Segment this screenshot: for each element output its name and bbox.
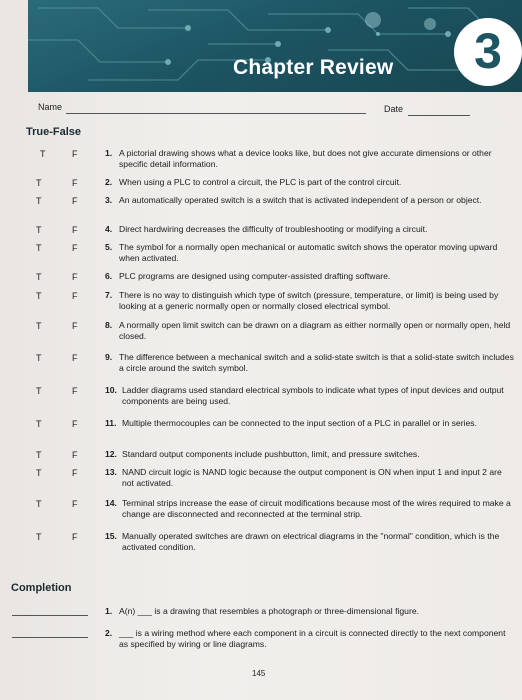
true-option-5[interactable]: T [36,243,42,253]
true-false-question [105,320,515,341]
true-option-6[interactable]: T [36,272,42,282]
true-option-8[interactable]: T [36,321,42,331]
false-option-10[interactable]: F [72,386,78,396]
false-option-5[interactable]: F [72,243,78,253]
false-option-1[interactable]: F [72,149,78,159]
page-number: 145 [252,669,266,678]
true-false-question [105,385,515,406]
question-text: The symbol for a normally open mechanical or automatic switch shows the operator moving upward when activated. [119,242,498,263]
question-text: A(n) ___ is a drawing that resembles a photograph or three-dimensional figure. [119,606,419,616]
question-number: 5. [105,242,113,252]
question-text: A normally open limit switch can be drawn on a diagram as either normally open or normally open, held closed. [119,320,511,341]
true-option-1[interactable]: T [40,149,46,159]
date-field[interactable] [408,115,470,116]
true-false-question [105,148,515,169]
true-false-heading: True-False [26,126,82,138]
question-text: There is no way to distinguish which type of switch (pressure, temperature, or limit) is being used by looking at a generic normally open or normally closed electrical symbol. [119,290,499,311]
question-number: 1. [105,148,113,158]
question-text: PLC programs are designed using computer-assisted drafting software. [119,271,391,281]
question-text: NAND circuit logic is NAND logic because the output component is ON when input 1 and input 2 are not activated. [122,467,502,488]
question-text: Multiple thermocouples can be connected to the input section of a PLC in parallel or in series. [122,418,477,428]
question-text: A pictorial drawing shows what a device looks like, but does not give accurate dimensions or other specific detail information. [119,148,492,169]
true-option-9[interactable]: T [36,353,42,363]
chapter-number-badge [454,18,522,86]
question-text: ___ is a wiring method where each component in a circuit is connected directly to the next component as specified by wiring or line diagrams. [119,628,506,649]
question-text: Manually operated switches are drawn on electrical diagrams in the "normal" condition, which is the activated condition. [122,531,500,552]
question-text: Standard output components include pushbutton, limit, and pressure switches. [122,449,420,459]
question-number: 4. [105,224,113,234]
question-number: 15. [105,531,117,541]
question-number: 14. [105,498,117,508]
false-option-14[interactable]: F [72,499,78,509]
question-number: 12. [105,449,117,459]
true-false-question [105,242,515,263]
false-option-6[interactable]: F [72,272,78,282]
date-label: Date [384,104,404,114]
question-text: An automatically operated switch is a switch that is activated independent of a person or object. [119,195,482,205]
true-false-question [105,531,515,552]
question-text: The difference between a mechanical switch and a solid-state switch is that a solid-state switch includes a circle around the switch symbol. [119,352,514,373]
true-option-3[interactable]: T [36,196,42,206]
question-number: 11. [105,418,117,428]
question-number: 3. [105,195,113,205]
false-option-8[interactable]: F [72,321,78,331]
false-option-7[interactable]: F [72,291,78,301]
chapter-banner [28,0,522,92]
question-number: 8. [105,320,113,330]
chapter-number: 3 [474,23,502,79]
false-option-2[interactable]: F [72,178,78,188]
question-text: Terminal strips increase the ease of circuit modifications because most of the wires required to make a change are disconnected and reconnected at the terminal strip. [122,498,511,519]
question-number: 13. [105,467,117,477]
completion-question [105,606,515,617]
true-option-11[interactable]: T [36,419,42,429]
true-false-question [105,177,515,188]
true-false-question [105,271,515,282]
true-option-15[interactable]: T [36,532,42,542]
true-false-question [105,290,515,311]
question-text: When using a PLC to control a circuit, the PLC is part of the control circuit. [119,177,402,187]
true-option-2[interactable]: T [36,178,42,188]
question-number: 1. [105,606,113,616]
true-false-question [105,498,515,519]
false-option-4[interactable]: F [72,225,78,235]
false-option-9[interactable]: F [72,353,78,363]
true-option-12[interactable]: T [36,450,42,460]
true-false-question [105,195,515,206]
completion-question [105,628,515,649]
false-option-11[interactable]: F [72,419,78,429]
question-number: 10. [105,385,117,395]
false-option-15[interactable]: F [72,532,78,542]
true-option-4[interactable]: T [36,225,42,235]
true-option-10[interactable]: T [36,386,42,396]
true-option-13[interactable]: T [36,468,42,478]
question-number: 6. [105,271,113,281]
question-number: 2. [105,628,113,638]
completion-heading: Completion [11,582,72,594]
true-false-question [105,449,515,460]
true-false-question [105,352,515,373]
true-option-7[interactable]: T [36,291,42,301]
name-label: Name [38,102,63,112]
completion-answer-field-1[interactable] [12,615,88,616]
question-number: 9. [105,352,113,362]
name-field[interactable] [66,113,366,114]
completion-answer-field-2[interactable] [12,637,88,638]
false-option-12[interactable]: F [72,450,78,460]
true-option-14[interactable]: T [36,499,42,509]
question-text: Direct hardwiring decreases the difficulty of troubleshooting or modifying a circuit. [119,224,428,234]
chapter-review-title: Chapter Review [233,56,394,79]
false-option-13[interactable]: F [72,468,78,478]
true-false-question [105,467,515,488]
true-false-question [105,224,515,235]
true-false-question [105,418,515,429]
false-option-3[interactable]: F [72,196,78,206]
question-number: 7. [105,290,113,300]
question-text: Ladder diagrams used standard electrical symbols to indicate what types of input devices and output components are being used. [122,385,504,406]
question-number: 2. [105,177,113,187]
